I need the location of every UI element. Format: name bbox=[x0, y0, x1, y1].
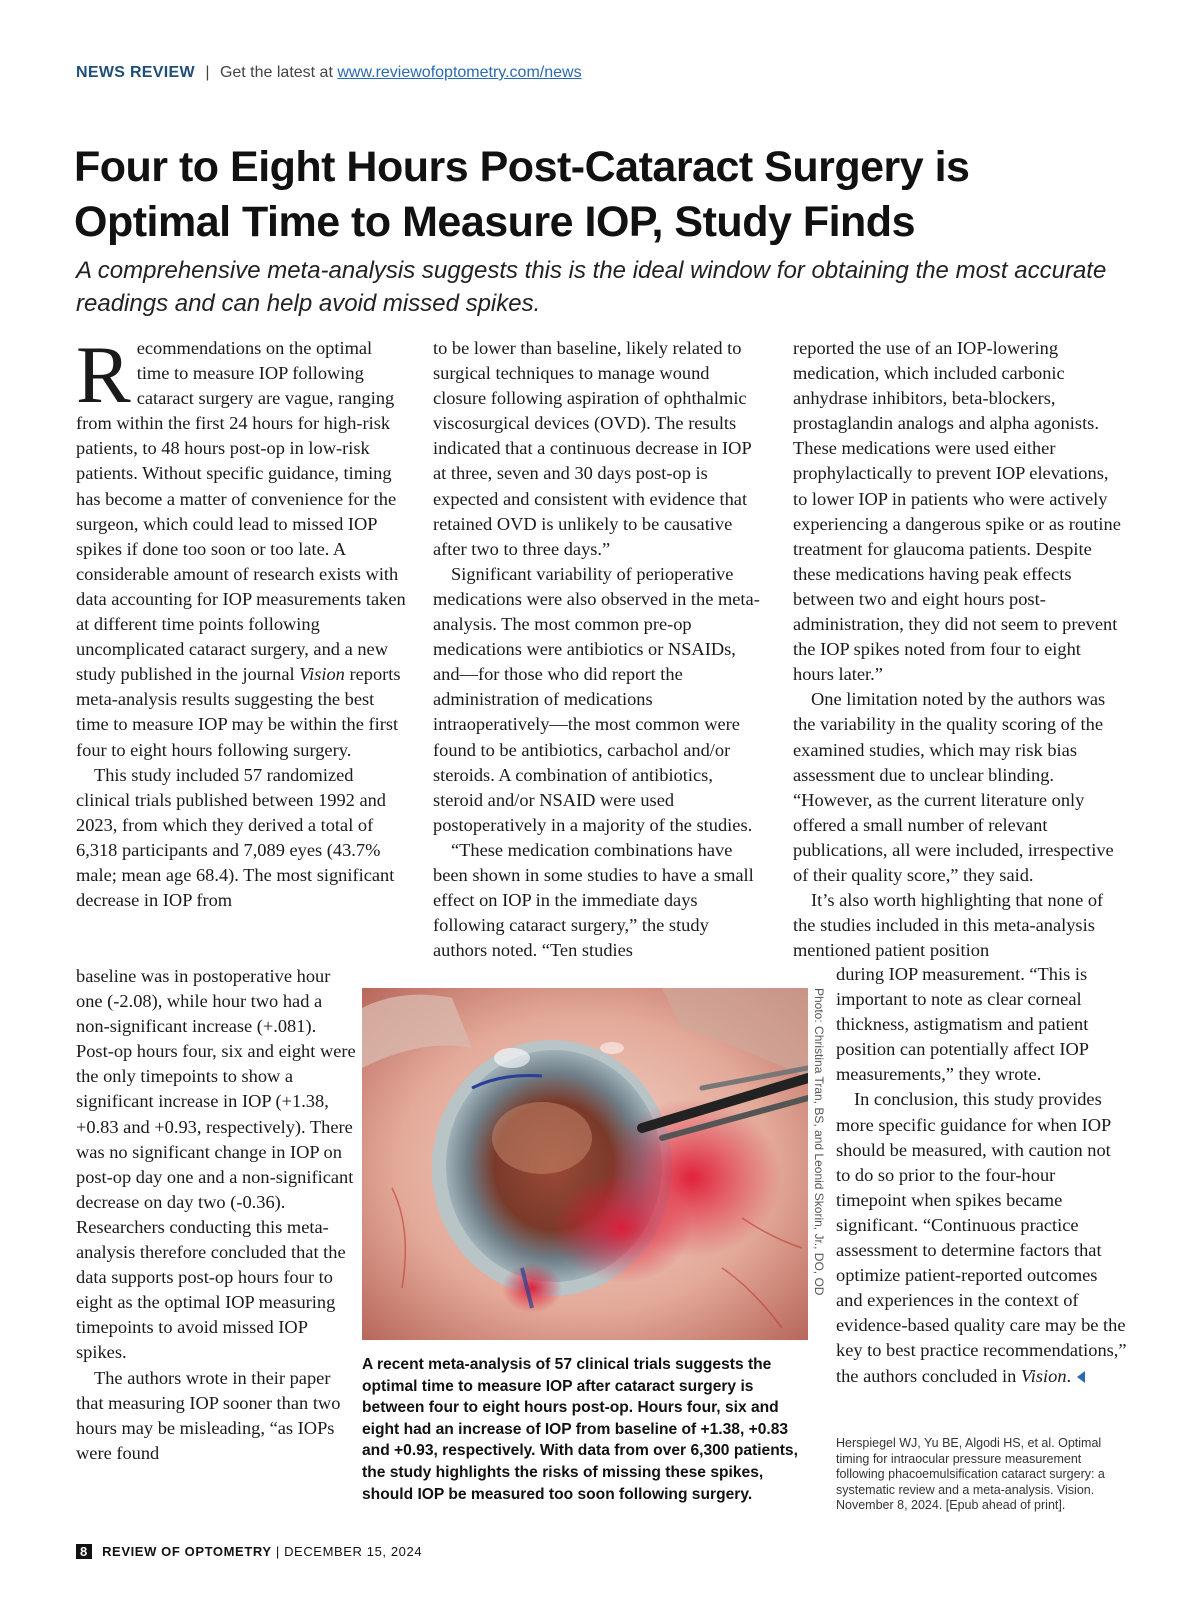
photo-credit-text: Photo: Christina Tran, BS, and Leonid Skorin, Jr., DO, OD bbox=[812, 988, 826, 1296]
paragraph-conclusion bbox=[836, 1087, 1128, 1388]
paragraph-medications: Significant variability of perioperative medications were also observed in the meta-analysis. The most common pre-op medications were antibiotics or NSAIDs, and—for those who did report the administration of medications intraoperatively—the most common were found to be antibiotics, carbachol and/or steroids. A combination of antibiotics, steroid and/or NSAID were used postoperatively in a majority of the studies. bbox=[433, 563, 760, 835]
conclusion-end: . bbox=[1066, 1365, 1072, 1386]
column-2 bbox=[433, 336, 763, 963]
end-mark-icon bbox=[1077, 1371, 1085, 1383]
headline: Four to Eight Hours Post-Cataract Surgery is Optimal Time to Measure IOP, Study Finds bbox=[74, 143, 970, 246]
paragraph-intro bbox=[76, 329, 406, 763]
photo-credit bbox=[812, 988, 828, 1340]
paragraph-position-cont: during IOP measurement. “This is important to note as clear corneal thickness, astigmatism and patient position can potentially affect IOP measurements,” they wrote. bbox=[836, 964, 1089, 1085]
column-3 bbox=[793, 336, 1123, 963]
paragraph-limitation: One limitation noted by the authors was the variability in the quality scoring of the examined studies, which may risk bias assessment due to unclear blinding. “However, as the current literature only offered a small number of relevant publications, all were included, irrespective of their quality score,” they said. bbox=[793, 689, 1114, 885]
photo-caption: A recent meta-analysis of 57 clinical trials suggests the optimal time to measure IOP after cataract surgery is between four to eight hours post-op. Hours four, six and eight had an increase of IOP from baseline of +1.38, +0.83 and +0.93, respectively. With data from over 6,300 patients, the study highlights the risks of missing these spikes, should IOP be measured too soon following surgery. bbox=[362, 1356, 798, 1503]
header-prefix: Get the latest at bbox=[219, 64, 333, 81]
reference-citation: Herspiegel WJ, Yu BE, Algodi HS, et al. Optimal timing for intraocular pressure measurement following phacoemulsification cataract surgery: a systematic review and a meta-analysis. Vision. November 8, 2024. [Epub ahead of print]. bbox=[836, 1436, 1105, 1513]
news-link[interactable]: www.reviewofoptometry.com/news bbox=[337, 64, 582, 81]
footer-separator: | bbox=[275, 1544, 280, 1559]
journal-name: Vision bbox=[299, 664, 345, 685]
paragraph-combinations: “These medication combinations have been shown in some studies to have a small effect on IOP in the immediate days following cataract surgery,” the study authors noted. “Ten studies bbox=[433, 839, 754, 961]
section-label: NEWS REVIEW bbox=[76, 64, 195, 81]
conclusion-text: In conclusion, this study provides more specific guidance for when IOP should be measured, with caution not to do so prior to the four-hour timepoint when spikes became significant. “Continuous practice assessment to determine factors that optimize patient-reported outcomes and experiences in the context of evidence-based quality care may be the key to best practice recommendations,” the authors concluded in bbox=[836, 1089, 1127, 1386]
footer bbox=[76, 1544, 422, 1559]
column-1 bbox=[76, 329, 406, 913]
paragraph-position: It’s also worth highlighting that none of the studies included in this meta-analysis mentioned patient position bbox=[793, 890, 1104, 961]
journal-name-conclusion: Vision bbox=[1020, 1365, 1067, 1386]
paragraph-iop-lowering: reported the use of an IOP-lowering medication, which included carbonic anhydrase inhibitors, beta-blockers, prostaglandin analogs and alpha agonists. These medications were used either prophylactically to prevent IOP elevations, to lower IOP in patients who were actively experiencing a dangerous spike or as routine treatment for glaucoma patients. Despite these medications having peak effects between two and eight hours post-administration, they did not seem to prevent the IOP spikes noted from four to eight hours later.” bbox=[793, 338, 1121, 685]
paragraph-authors: The authors wrote in their paper that measuring IOP sooner than two hours may be misleading, “as IOPs were found bbox=[76, 1367, 341, 1463]
eye-surgery-image bbox=[362, 988, 808, 1340]
paragraph-ovd: to be lower than baseline, likely related to surgical techniques to manage wound closure following aspiration of ophthalmic viscosurgical devices (OVD). The results indicated that a continuous decrease in IOP at three, seven and 30 days post-op is expected and consistent with evidence that retained OVD is unlikely to be causative after two to three days.” bbox=[433, 338, 751, 559]
publication-name: REVIEW OF OPTOMETRY bbox=[102, 1544, 272, 1559]
deck: A comprehensive meta-analysis suggests this is the ideal window for obtaining the most accurate readings and can help avoid missed spikes. bbox=[76, 257, 1107, 317]
dropcap: R bbox=[76, 329, 131, 420]
intro-text-end: reports meta-analysis results suggesting the best time to measure IOP may be within the first four to eight hours following surgery. bbox=[76, 664, 401, 760]
surgery-photo bbox=[362, 988, 808, 1340]
issue-date: DECEMBER 15, 2024 bbox=[284, 1544, 423, 1559]
header-bar bbox=[76, 64, 582, 82]
paragraph-study: This study included 57 randomized clinical trials published between 1992 and 2023, from which they derived a total of 6,318 participants and 7,089 eyes (43.7% male; mean age 68.4). The most significant decrease in IOP from bbox=[76, 764, 395, 911]
column-1-lower bbox=[76, 964, 356, 1466]
header-separator: | bbox=[205, 64, 210, 81]
page-number: 8 bbox=[76, 1544, 92, 1559]
intro-text: ecommendations on the optimal time to measure IOP following cataract surgery are vague, ranging from within the first 24 hours for high-risk patients, to 48 hours post-op in low-risk patients. Without specific guidance, timing has become a matter of convenience for the surgeon, which could lead to missed IOP spikes if done too soon or too late. A considerable amount of research exists with data accounting for IOP measurements taken at different time points following uncomplicated cataract surgery, and a new study published in the journal bbox=[76, 338, 406, 685]
column-3-lower bbox=[836, 962, 1128, 1389]
paragraph-study-cont: baseline was in postoperative hour one (-2.08), while hour two had a non-significant increase (+.081). Post-op hours four, six and eight were the only timepoints to show a significant increase in IOP (+1.38, +0.83 and +0.93, respectively). There was no significant change in IOP on post-op day one and a non-significant decrease on day two (-0.36). Researchers conducting this meta-analysis therefore concluded that the data supports post-op hours four to eight as the optimal IOP measuring timepoints to avoid missed IOP spikes. bbox=[76, 966, 356, 1363]
